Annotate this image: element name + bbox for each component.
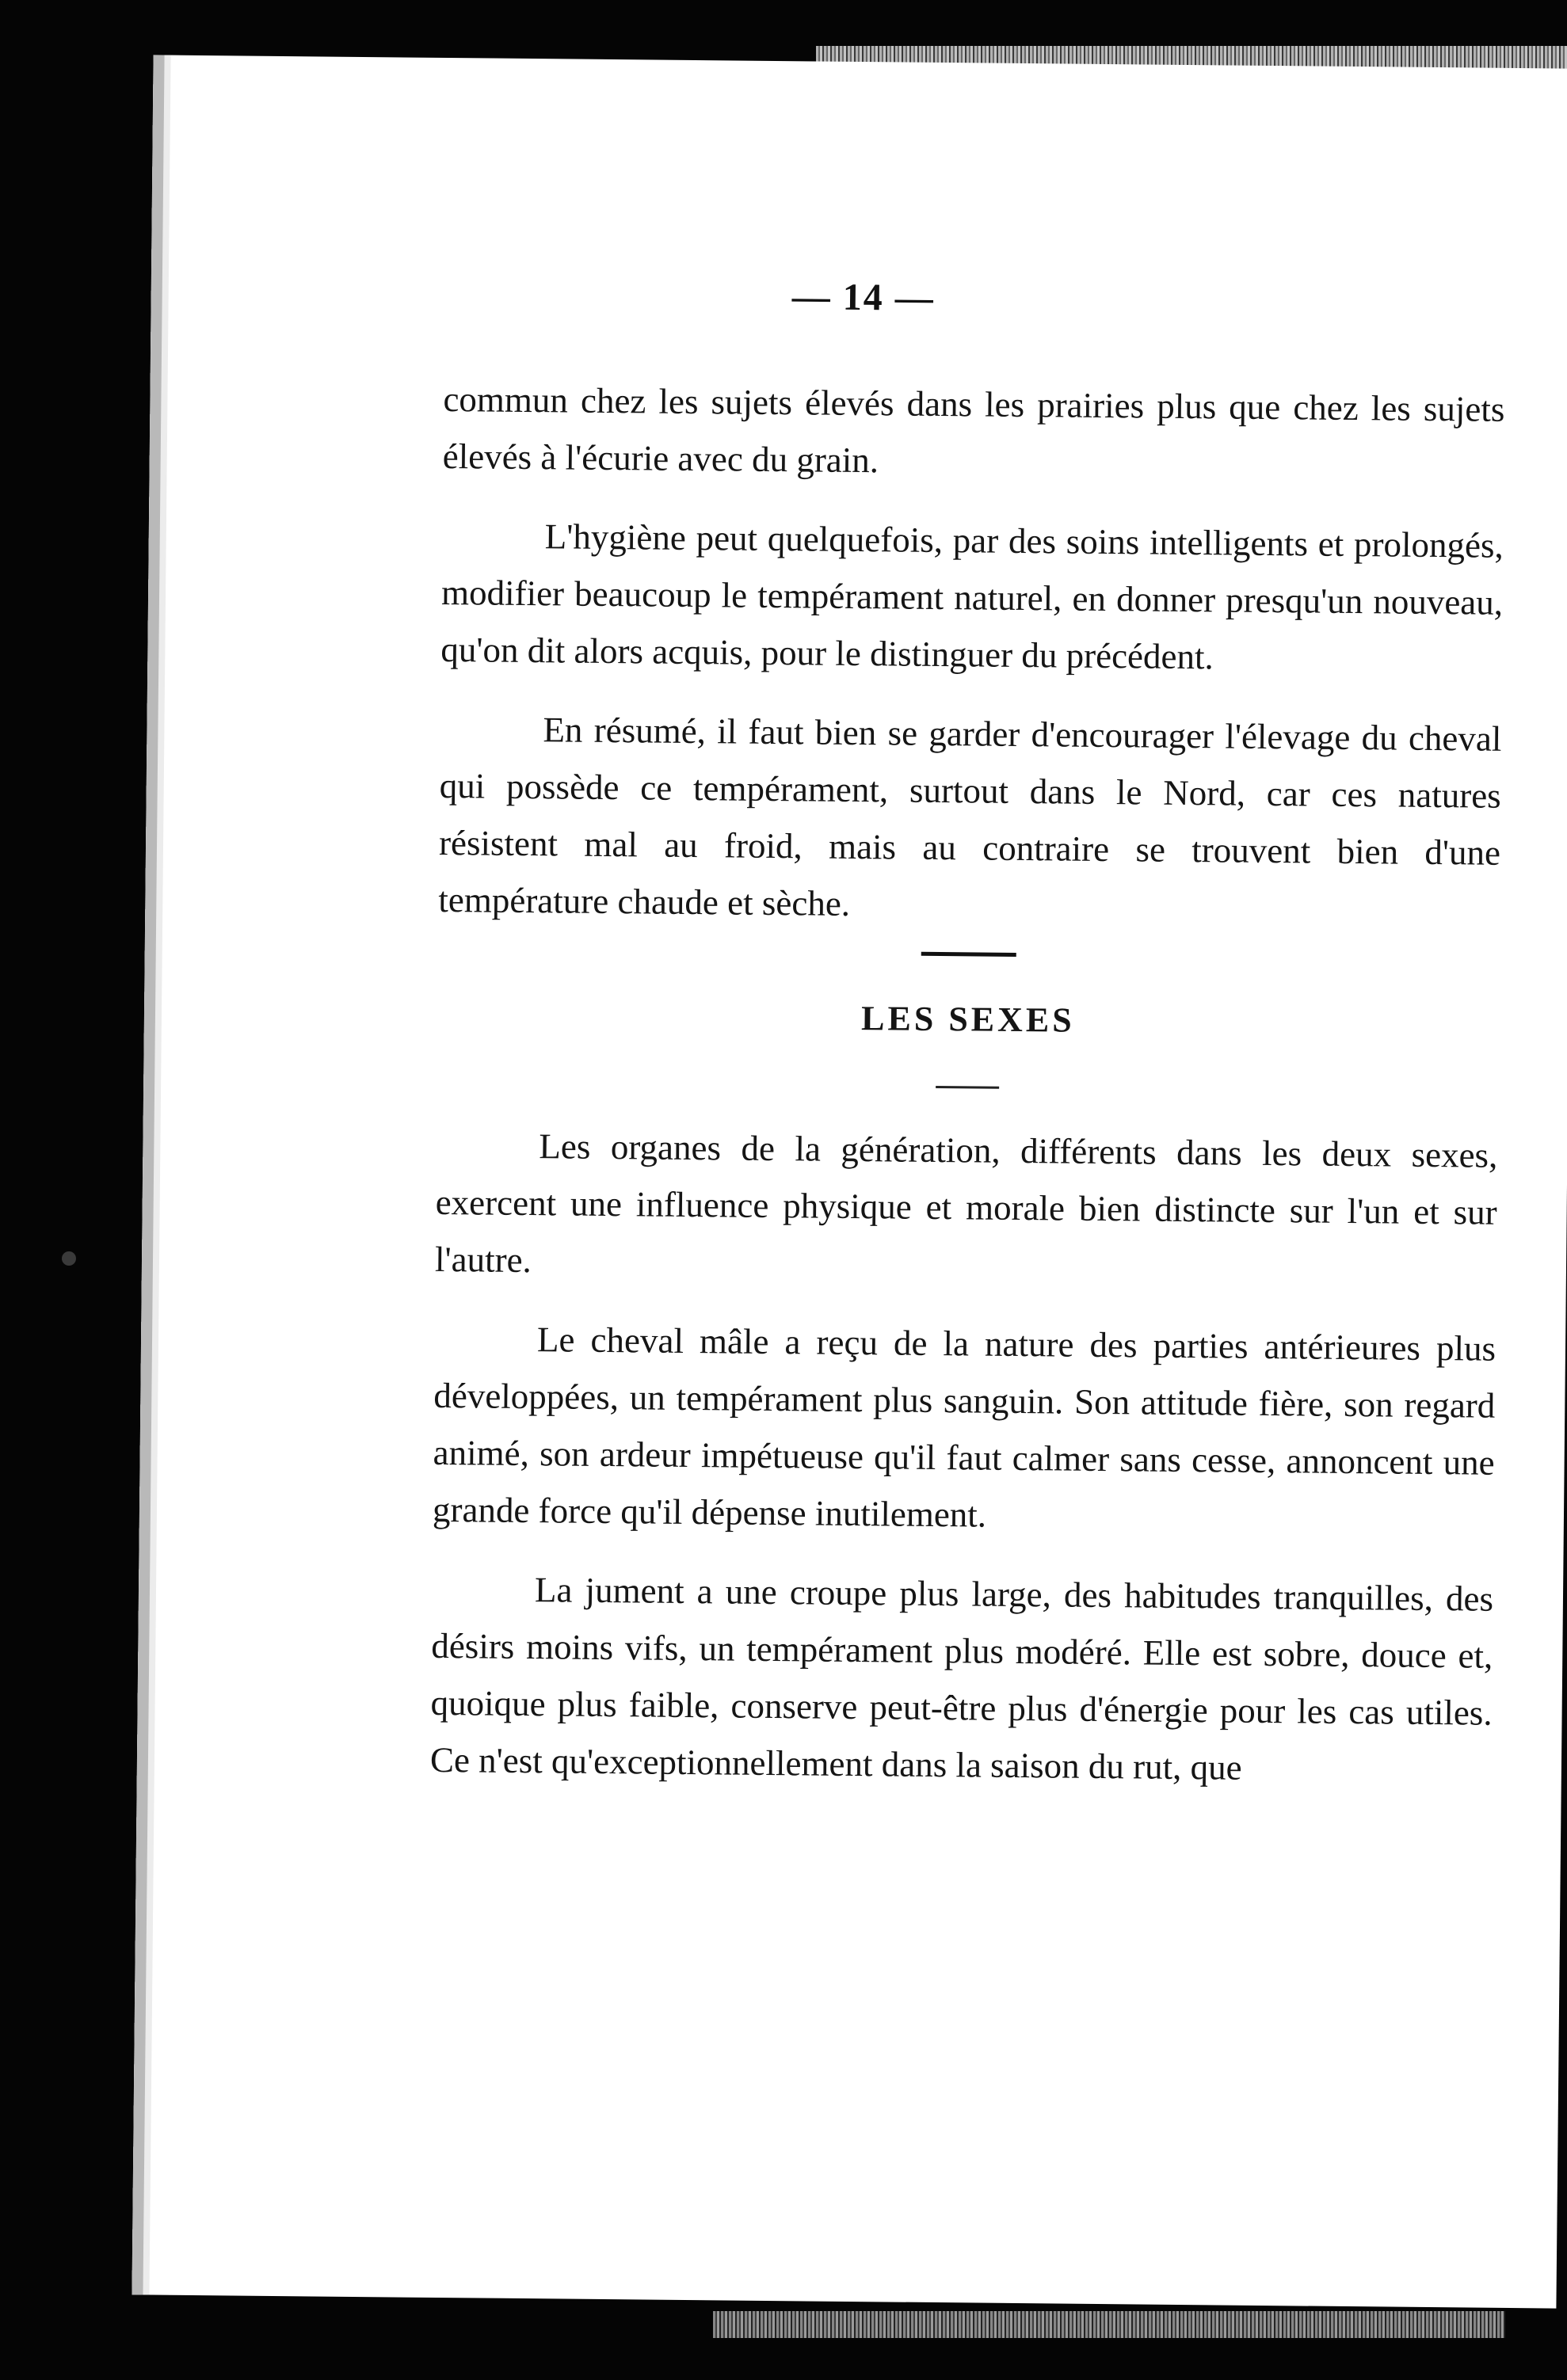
page-number: — 14 — xyxy=(791,276,935,319)
paragraph-continuation: commun chez les sujets élevés dans les prairies plus que chez les sujets élevés à l'écurie avec du grain. xyxy=(442,379,1505,481)
paragraph-jument: La jument a une croupe plus large, des habitudes tranquilles, des désirs moins vifs, un tempérament plus modéré. Elle est sobre, douce et, quoique plus faible, conserve peut-être plus d'énergie pour les cas utiles. Ce n'est qu'exceptionnellement dans la saison du rut, que xyxy=(429,1570,1494,1788)
section-title: LES SEXES xyxy=(860,999,1075,1040)
page-body xyxy=(430,371,1505,1799)
paragraph-hygiene: L'hygiène peut quelquefois, par des soins intelligents et prolongés, modifier beaucoup le tempérament naturel, en donner presqu'un nouveau, qu'on dit alors acquis, pour le distinguer du précédent. xyxy=(440,516,1504,677)
paragraph-organes: Les organes de la génération, différents dans les deux sexes, exercent une influence physique et morale bien distincte sur l'un et sur l'autre. xyxy=(434,1126,1498,1281)
section-separator xyxy=(921,952,1016,957)
paragraph-cheval-male: Le cheval mâle a reçu de la nature des parties antérieures plus développées, un tempérament plus sanguin. Son attitude fière, son regard animé, son ardeur impétueuse qu'il faut calmer sans cesse, annoncent une grande force qu'il dépense inutilement. xyxy=(432,1319,1496,1535)
paragraph-resume: En résumé, il faut bien se garder d'encourager l'élevage du cheval qui possède ce tempérament, surtout dans le Nord, car ces natures résistent mal au froid, mais au contraire se trouvent bien d'une température chaude et sèche. xyxy=(438,710,1502,923)
document-page xyxy=(132,55,1567,2308)
scan-speck xyxy=(62,1251,76,1266)
scan-edge-bottom xyxy=(713,2311,1505,2338)
section-title-underline xyxy=(936,1086,999,1089)
